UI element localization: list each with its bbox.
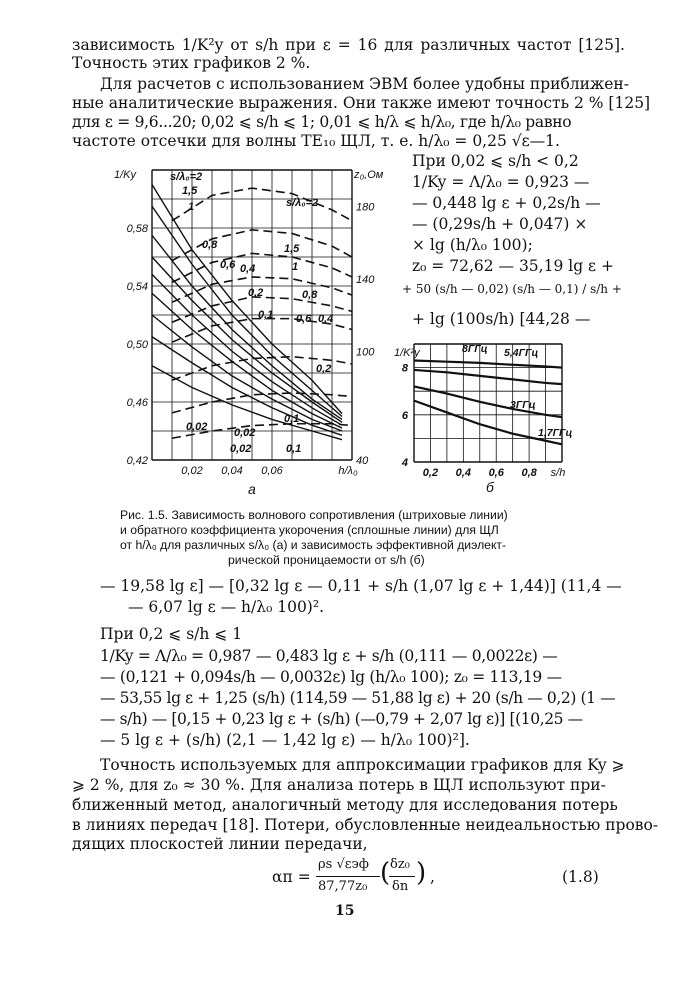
formula-line: z₀ = 72,62 — 35,19 lg ε + xyxy=(412,257,614,275)
text-line: При 0,2 ⩽ s/h ⩽ 1 xyxy=(100,625,243,643)
formula-line: — s/h) — [0,15 + 0,23 lg ε + (s/h) (—0,79 + 2,07 lg ε)] [(10,25 — xyxy=(100,710,583,728)
dashed-curve-1,5 xyxy=(172,230,352,261)
dashed-curve-label: 1 xyxy=(292,261,299,273)
formula-line: 1/Ky = Λ/λ₀ = 0,987 — 0,483 lg ε + s/h (0,111 — 0,0022ε) — xyxy=(100,647,558,665)
y-axis-label-left: 1/Ky xyxy=(114,169,137,181)
x-tick-label: 0,2 xyxy=(422,467,439,479)
solid-curve-label: 0,4 xyxy=(240,263,256,275)
curve-5,4ГГц xyxy=(414,370,562,384)
page-number: 15 xyxy=(335,903,355,919)
y-tick-label-right: 140 xyxy=(356,273,375,286)
formula-line: + lg (100s/h) [44,28 — xyxy=(412,310,591,328)
curve-label: 1,7ГГц xyxy=(538,427,573,439)
solid-curve-label: 0,02 xyxy=(186,421,208,433)
formula-line: — 6,07 lg ε — h/λ₀ 100)². xyxy=(128,598,324,616)
dashed-curve-s/λ₀=2 xyxy=(172,188,352,221)
y-tick-label-left: 0,50 xyxy=(126,339,148,351)
y-axis-label-right: z₀,Ом xyxy=(354,169,384,181)
solid-curve-label: s/λ₀=2 xyxy=(170,171,203,183)
y-tick-label-left: 0,42 xyxy=(126,455,148,467)
solid-curve-label: 1 xyxy=(188,201,195,213)
y-tick-label-right: 40 xyxy=(356,455,369,467)
curve-label: 5,4ГГц xyxy=(504,347,539,359)
curve-label: 3ГГц xyxy=(510,399,536,411)
x-tick-label: 0,4 xyxy=(455,467,471,479)
x-tick-label: 0,02 xyxy=(181,465,203,477)
formula-line: × lg (h/λ₀ 100); xyxy=(412,236,533,254)
text-line: в линиях передач [18]. Потери, обусловленные неидеальностью прово- xyxy=(72,816,659,834)
chart-a-wave-impedance xyxy=(108,160,408,500)
text-line: Точность этих графиков 2 %. xyxy=(72,54,311,72)
chart-b-effective-permittivity xyxy=(392,336,577,506)
fraction-bar xyxy=(389,876,415,877)
solid-curve-label: 0,2 xyxy=(248,287,264,299)
equation-denominator: 87,77z₀ xyxy=(318,879,368,894)
equation-lhs: αп = xyxy=(272,868,311,886)
dashed-curve-label: 0,1 xyxy=(284,413,300,425)
solid-curve-label: 0,8 xyxy=(202,239,218,251)
text-line: Для расчетов с использованием ЭВМ более удобны приближен- xyxy=(100,75,629,93)
formula-line: — 0,448 lg ε + 0,2s/h — xyxy=(412,194,601,212)
formula-line: + 50 (s/h — 0,02) (s/h — 0,1) / s/h + xyxy=(402,282,622,296)
text-line: ближенный метод, аналогичный методу для исследования потерь xyxy=(72,796,618,814)
formula-line: — (0,29s/h + 0,047) × xyxy=(412,215,588,233)
dashed-curve-label: s/λ₀=2 xyxy=(286,197,319,209)
figure-caption: рической проницаемости от s/h (б) xyxy=(228,553,425,567)
dashed-curve-label: 1,5 xyxy=(284,243,300,255)
x-axis-label: s/h xyxy=(550,467,566,479)
figure-caption: и обратного коэффициента укорочения (сплошные линии) для ЩЛ xyxy=(120,523,499,537)
y-axis-label: 1/K²y xyxy=(394,347,420,359)
equation-frac2-den: δn xyxy=(392,879,409,894)
solid-curve-label: 0,6 xyxy=(220,259,236,271)
curve-8ГГц xyxy=(414,361,562,368)
dashed-curve-label: 0,6 xyxy=(296,313,312,325)
solid-curve-0,8 xyxy=(152,257,342,422)
panel-label: б xyxy=(486,479,494,495)
panel-label: а xyxy=(248,481,256,497)
text-line: частоте отсечки для волны TE₁₀ ЩЛ, т. е. h/λ₀ = 0,25 √ε—1. xyxy=(72,132,560,150)
dashed-curve-label: 0,4 xyxy=(318,313,334,325)
x-tick-label: 0,6 xyxy=(488,467,504,479)
dashed-curve-label: 0,2 xyxy=(316,363,332,375)
text-line: ⩾ 2 %, для z₀ ≈ 30 %. Для анализа потерь в ЩЛ используют при- xyxy=(72,776,606,794)
x-tick-label: 0,06 xyxy=(261,465,283,477)
solid-curve-label: 0,1 xyxy=(258,309,274,321)
text-line: ные аналитические выражения. Они также имеют точность 2 % [125] xyxy=(72,94,651,112)
y-tick-label-left: 0,58 xyxy=(126,223,148,235)
curve-label: 8ГГц xyxy=(462,343,488,355)
y-tick-label-left: 0,46 xyxy=(126,397,148,409)
equation-numerator: ρs √εэф xyxy=(318,857,369,872)
text-line: для ε = 9,6...20; 0,02 ⩽ s/h ⩽ 1; 0,01 ⩽ h/λ ⩽ h/λ₀, где h/λ₀ равно xyxy=(72,113,572,131)
formula-line: При 0,02 ⩽ s/h < 0,2 xyxy=(412,152,579,170)
equation-frac2-num: δz₀ xyxy=(390,857,410,872)
x-tick-label: 0,04 xyxy=(221,465,243,477)
solid-curve-label: 0,02 xyxy=(230,443,252,455)
equation-paren: ) xyxy=(416,858,427,888)
fraction-bar xyxy=(316,876,380,877)
dashed-curve-label: 0,8 xyxy=(302,289,318,301)
formula-line: — 19,58 lg ε] — [0,32 lg ε — 0,11 + s/h (1,07 lg ε + 1,44)] (11,4 — xyxy=(100,577,622,595)
dashed-curve-label: 0,02 xyxy=(234,427,256,439)
y-tick-label-right: 100 xyxy=(356,346,375,359)
figure-caption: от h/λ₀ для различных s/λ₀ (а) и зависимость эффективной диэлект- xyxy=(120,538,507,552)
equation-paren: ( xyxy=(380,858,391,888)
y-tick-label-left: 0,54 xyxy=(126,281,148,293)
y-tick-label: 4 xyxy=(401,457,408,469)
text-line: зависимость 1/K²y от s/h при ε = 16 для различных частот [125]. xyxy=(72,36,625,54)
text-line: дящих плоскостей линии передачи, xyxy=(72,835,368,853)
equation-number: (1.8) xyxy=(562,868,599,886)
formula-line: — 5 lg ε + (s/h) (2,1 — 1,42 lg ε) — h/λ₀ 100)²]. xyxy=(100,731,470,749)
figure-caption: Рис. 1.5. Зависимость волнового сопротивления (штриховые линии) xyxy=(120,508,508,522)
solid-curve-label: 1,5 xyxy=(182,185,198,197)
x-tick-label: 0,8 xyxy=(521,467,537,479)
y-tick-label: 6 xyxy=(401,409,408,422)
formula-line: — (0,121 + 0,094s/h — 0,0032ε) lg (h/λ₀ 100); z₀ = 113,19 — xyxy=(100,668,562,686)
x-axis-label: h/λ₀ xyxy=(338,465,358,477)
equation-1-8 xyxy=(272,856,602,896)
solid-curve-label: 0,1 xyxy=(286,443,302,455)
formula-line: 1/Ky = Λ/λ₀ = 0,923 — xyxy=(412,173,590,191)
formula-line: — 53,55 lg ε + 1,25 (s/h) (114,59 — 51,88 lg ε) + 20 (s/h — 0,2) (1 — xyxy=(100,689,616,707)
y-tick-label: 8 xyxy=(401,362,408,375)
text-line: Точность используемых для аппроксимации графиков для Ky ⩾ xyxy=(100,756,625,774)
y-tick-label-right: 180 xyxy=(356,201,375,214)
equation-tail: , xyxy=(430,868,435,886)
